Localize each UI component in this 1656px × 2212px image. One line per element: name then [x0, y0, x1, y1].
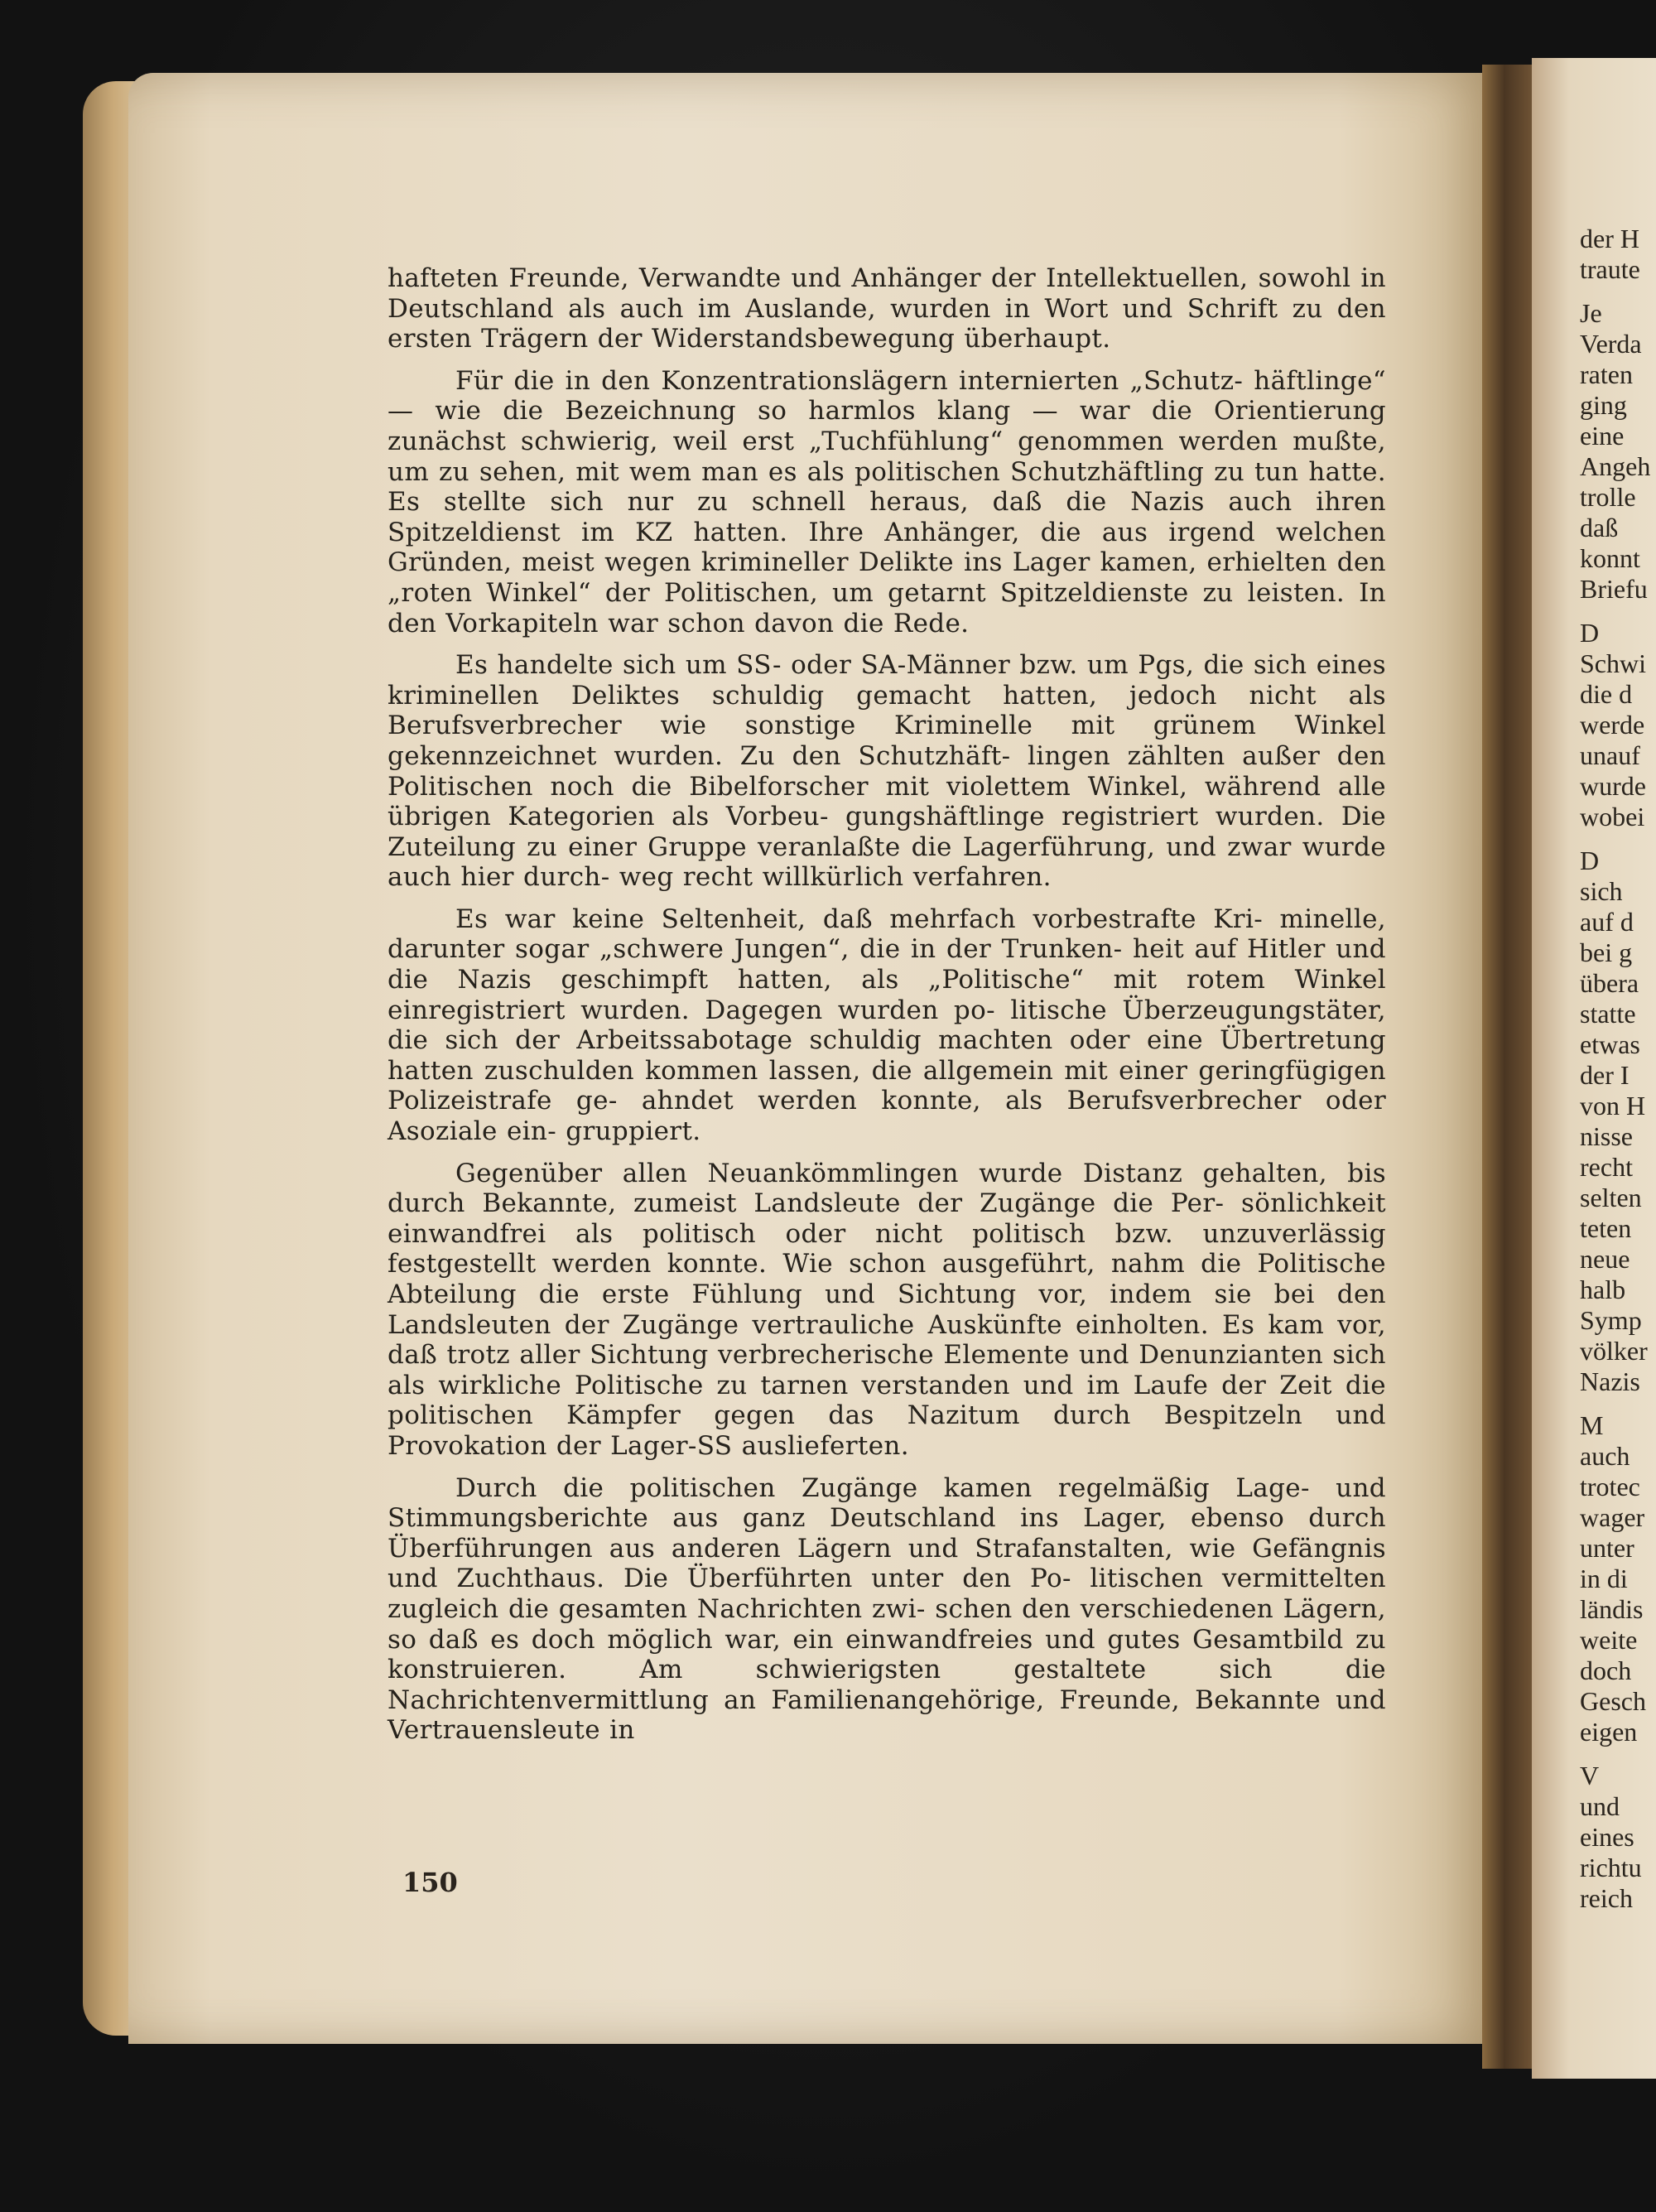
paragraph: Für die in den Konzentrationslägern internierten „Schutz‑ häftlinge“ — wie die Bezeichnung so harmlos klang — war die Orientierung zunächst schwierig, weil erst „Tuchfühlung“ genommen werden mußte, um zu sehen, mit wem man es als politischen Schutzhäftling zu tun hatte. Es stellte sich nur zu schnell heraus, daß die Nazis auch ihren Spitzeldienst im KZ hatten. Ihre Anhänger, die aus irgend welchen Gründen, meist wegen krimineller Delikte ins Lager kamen, erhielten den „roten Winkel“ der Politischen, um getarnt Spitzeldienste zu leisten. In den Vorkapiteln war schon davon die Rede. — [388, 365, 1386, 639]
right-line: ländis — [1580, 1594, 1644, 1624]
right-line: werde — [1580, 710, 1645, 740]
right-line: und — [1580, 1791, 1620, 1821]
body-text — [388, 263, 1386, 1757]
right-line: nisse — [1580, 1121, 1633, 1151]
right-line: weite — [1580, 1625, 1638, 1655]
paragraph: Gegenüber allen Neuankömmlingen wurde Distanz gehalten, bis durch Bekannte, zumeist Landsleute der Zugänge die Per‑ sönlichkeit einwandfrei als politisch oder nicht politisch bzw. unzuverlässig festgestellt werden konnte. Wie schon ausgeführt, nahm die Politische Abteilung die erste Fühlung und Sichtung vor, indem sie bei den Landsleuten der Zugänge vertrauliche Auskünfte einholten. Es kam vor, daß trotz aller Sichtung verbrecherische Elemente und Denunzianten sich als wirkliche Politische zu tarnen verstanden und im Laufe der Zeit die politischen Kämpfer gegen das Nazitum durch Bespitzeln und Provokation der Lager-SS auslieferten. — [388, 1158, 1386, 1461]
right-line: Je — [1580, 298, 1602, 328]
right-line: eines — [1580, 1822, 1634, 1852]
right-line: daß — [1580, 513, 1619, 542]
right-line: recht — [1580, 1152, 1633, 1182]
right-line: in di — [1580, 1564, 1628, 1593]
right-line: halb — [1580, 1275, 1626, 1304]
right-page — [1532, 58, 1656, 2079]
right-line: völker — [1580, 1336, 1648, 1366]
right-line: etwas — [1580, 1029, 1640, 1059]
right-line: statte — [1580, 999, 1636, 1029]
right-line: der I — [1580, 1060, 1630, 1090]
right-line: Symp — [1580, 1305, 1642, 1335]
paragraph: Durch die politischen Zugänge kamen regelmäßig Lage‑ und Stimmungsberichte aus ganz Deutschland ins Lager, ebenso durch Überführungen aus anderen Lägern und Strafanstalten, wie Gefängnis und Zuchthaus. Die Überführten unter den Po‑ litischen vermittelten zugleich die gesamten Nachrichten zwi‑ schen den verschiedenen Lägern, so daß es doch möglich war, ein einwandfreies und gutes Gesamtbild zu konstruieren. Am schwierigsten gestaltete sich die Nachrichtenvermittlung an Familienangehörige, Freunde, Bekannte und Vertrauensleute in — [388, 1472, 1386, 1746]
right-line: traute — [1580, 254, 1640, 284]
right-line: wurde — [1580, 771, 1646, 801]
right-line: raten — [1580, 359, 1633, 389]
right-line: unter — [1580, 1533, 1634, 1563]
right-line: konnt — [1580, 543, 1640, 573]
right-line: auf d — [1580, 907, 1634, 937]
right-line: Angeh — [1580, 451, 1651, 481]
right-line: übera — [1580, 968, 1639, 998]
book-gutter — [1482, 65, 1532, 2069]
right-line: bei g — [1580, 937, 1633, 967]
right-line: wager — [1580, 1502, 1645, 1532]
right-line: die d — [1580, 679, 1633, 709]
right-line: teten — [1580, 1213, 1632, 1243]
right-line: Briefu — [1580, 574, 1648, 604]
right-line: ging — [1580, 390, 1627, 420]
right-line: Schwi — [1580, 648, 1646, 678]
right-line: der H — [1580, 224, 1639, 253]
page-number: 150 — [402, 1867, 458, 1898]
right-line: Nazis — [1580, 1366, 1640, 1396]
right-line: trolle — [1580, 482, 1636, 512]
right-line: sich — [1580, 876, 1623, 906]
right-line: wobei — [1580, 802, 1645, 831]
paragraph: hafteten Freunde, Verwandte und Anhänger der Intellektuellen, sowohl in Deutschland als auch im Auslande, wurden in Wort und Schrift zu den ersten Trägern der Widerstandsbewegung überhaupt. — [388, 263, 1386, 354]
right-line: eigen — [1580, 1717, 1638, 1747]
paragraph: Es handelte sich um SS- oder SA-Männer bzw. um Pgs, die sich eines kriminellen Deliktes schuldig gemacht hatten, jedoch nicht als Berufsverbrecher wie sonstige Kriminelle mit grünem Winkel gekennzeichnet wurden. Zu den Schutzhäft‑ lingen zählten außer den Politischen noch die Bibelforscher mit violettem Winkel, während alle übrigen Kategorien als Vorbeu‑ gungshäftlinge registriert wurden. Die Zuteilung zu einer Gruppe veranlaßte die Lagerführung, und zwar wurde auch hier durch‑ weg recht willkürlich verfahren. — [388, 650, 1386, 893]
right-line: M — [1580, 1410, 1604, 1440]
right-line: neue — [1580, 1244, 1630, 1274]
right-page-text — [1580, 224, 1656, 1914]
right-line: auch — [1580, 1441, 1630, 1471]
right-line: reich — [1580, 1883, 1633, 1913]
right-line: Gesch — [1580, 1686, 1646, 1716]
paragraph: Es war keine Seltenheit, daß mehrfach vorbestrafte Kri‑ minelle, darunter sogar „schwere Jungen“, die in der Trunken‑ heit auf Hitler und die Nazis geschimpft hatten, als „Politische“ mit rotem Winkel einregistriert wurden. Dagegen wurden po‑ litische Überzeugungstäter, die sich der Arbeitssabotage schuldig machten oder eine Übertretung hatten zuschulden kommen lassen, die allgemein mit einer geringfügigen Polizeistrafe ge‑ ahndet werden konnte, als Berufsverbrecher oder Asoziale ein‑ gruppiert. — [388, 904, 1386, 1147]
right-line: V — [1580, 1761, 1600, 1790]
right-line: eine — [1580, 421, 1625, 451]
right-line: richtu — [1580, 1853, 1642, 1882]
right-line: D — [1580, 846, 1600, 875]
right-line: von H — [1580, 1091, 1646, 1120]
right-line: trotec — [1580, 1472, 1640, 1501]
right-line: selten — [1580, 1183, 1642, 1212]
right-line: unauf — [1580, 740, 1640, 770]
right-line: Verda — [1580, 329, 1642, 359]
right-line: D — [1580, 618, 1600, 648]
right-line: doch — [1580, 1655, 1632, 1685]
